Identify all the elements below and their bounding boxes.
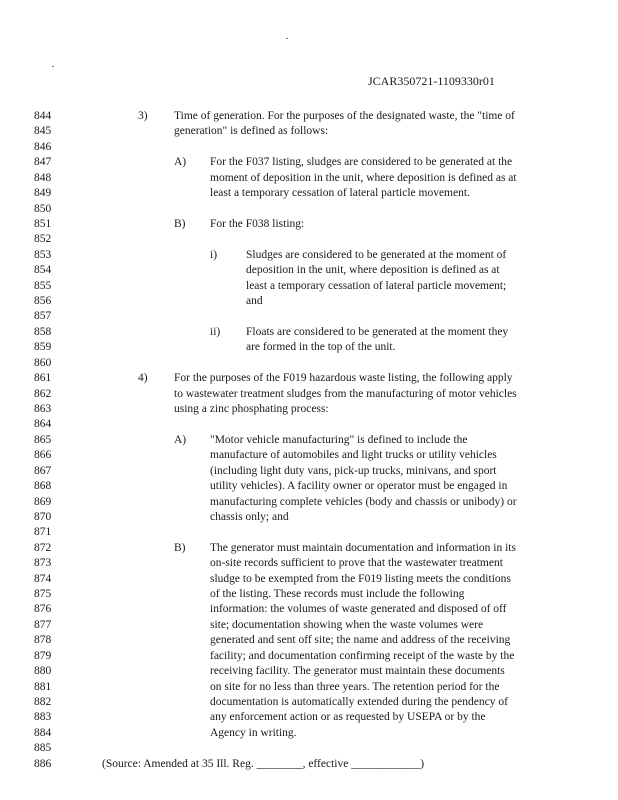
line-number: 876 [34,603,52,616]
text-line: Time of generation. For the purposes of the designated waste, the "time of [174,110,515,122]
text-line: For the F038 listing: [210,217,305,230]
line-number: 867 [34,464,52,477]
line-number: 882 [34,695,52,708]
line-number: 883 [34,711,52,724]
item-marker: A) [174,433,187,446]
text-line: on site for no less than three years. The retention period for the [210,680,500,693]
text-line: chassis only; and [210,510,289,523]
item-marker: B) [174,541,186,554]
text-line: information: the volumes of waste generated and disposed of off [210,603,507,616]
line-number: 860 [34,356,52,369]
text-line: to wastewater treatment sludges from the manufacturing of motor vehicles [174,387,517,400]
text-line: utility vehicles). A facility owner or operator must be engaged in [210,480,508,493]
line-number: 859 [34,341,52,354]
line-number: 845 [34,125,52,138]
line-number: 847 [34,156,52,169]
text-line: For the F037 listing, sludges are considered to be generated at the [210,156,513,169]
line-number: 881 [34,680,52,693]
line-number: 884 [34,726,52,739]
item-marker: B) [174,217,186,230]
line-number: 874 [34,572,52,585]
line-number: 880 [34,665,52,678]
line-number: 858 [34,325,52,338]
line-number: 877 [34,618,52,631]
line-number: 862 [34,387,52,400]
line-number: 856 [34,295,52,308]
item-marker: A) [174,156,187,169]
text-line: manufacture of automobiles and light trucks or utility vehicles [210,449,497,462]
line-number: 864 [34,418,52,431]
line-number: 854 [34,264,52,277]
line-number: 852 [34,233,52,246]
text-line: (Source: Amended at 35 Ill. Reg. ________, effective ____________) [102,757,425,770]
item-marker: ii) [210,325,221,338]
text-line: of the listing. These records must include the following [210,588,465,601]
line-number: 878 [34,634,52,647]
text-line: are formed in the top of the unit. [246,341,396,354]
line-number: 848 [34,171,52,184]
item-marker: 4) [138,372,148,385]
line-number: 844 [34,110,52,122]
text-line: site; documentation showing when the waste volumes were [210,618,484,631]
text-line: generated and sent off site; the name and address of the receiving [210,634,511,647]
line-number: 866 [34,449,52,462]
line-number: 853 [34,248,52,261]
line-number: 850 [34,202,52,215]
item-marker: 3) [138,110,148,122]
line-number: 846 [34,140,52,153]
line-number: 873 [34,557,52,570]
line-number: 849 [34,187,52,200]
text-line: Sludges are considered to be generated at the moment of [246,248,507,261]
text-line: "Motor vehicle manufacturing" is defined to include the [210,433,468,446]
line-number: 857 [34,310,52,323]
line-number: 855 [34,279,52,292]
text-line: generation" is defined as follows: [174,125,329,138]
line-number: 886 [34,757,52,770]
line-number: 872 [34,541,52,554]
line-number: 861 [34,372,52,385]
line-number: 865 [34,433,52,446]
line-number: 875 [34,588,52,601]
text-line: Floats are considered to be generated at the moment they [246,325,509,338]
line-number: 870 [34,510,52,523]
line-number: 868 [34,480,52,493]
text-line: least a temporary cessation of lateral particle movement. [210,187,470,200]
line-number: 851 [34,217,52,230]
text-line: using a zinc phosphating process: [174,402,329,415]
scan-speck [52,66,54,67]
text-line: manufacturing complete vehicles (body and chassis or unibody) or [210,495,517,508]
text-line: The generator must maintain documentation and information in its [210,541,516,554]
text-line: Agency in writing. [210,726,297,739]
line-number: 885 [34,742,52,755]
text-line: on-site records sufficient to prove that the wastewater treatment [210,557,503,570]
text-line: moment of deposition in the unit, where deposition is defined as at [210,171,517,184]
text-line: receiving facility. The generator must maintain these documents [210,665,505,678]
line-number: 869 [34,495,52,508]
text-line: facility; and documentation confirming receipt of the waste by the [210,649,515,662]
text-line: documentation is automatically extended during the pendency of [210,695,508,708]
text-line: least a temporary cessation of lateral particle movement; [246,279,507,292]
document-id: JCAR350721-1109330r01 [368,74,495,88]
scan-speck [286,38,288,39]
line-number: 879 [34,649,52,662]
text-line: For the purposes of the F019 hazardous waste listing, the following apply [174,372,513,385]
line-number: 863 [34,402,52,415]
text-line: (including light duty vans, pick-up trucks, minivans, and sport [210,464,497,477]
text-line: deposition in the unit, where deposition is defined as at [246,264,500,277]
text-line: any enforcement action or as requested by USEPA or by the [210,711,486,724]
text-line: and [246,295,263,308]
line-number: 871 [34,526,52,539]
item-marker: i) [210,248,218,261]
text-line: sludge to be exempted from the F019 listing meets the conditions [210,572,511,585]
